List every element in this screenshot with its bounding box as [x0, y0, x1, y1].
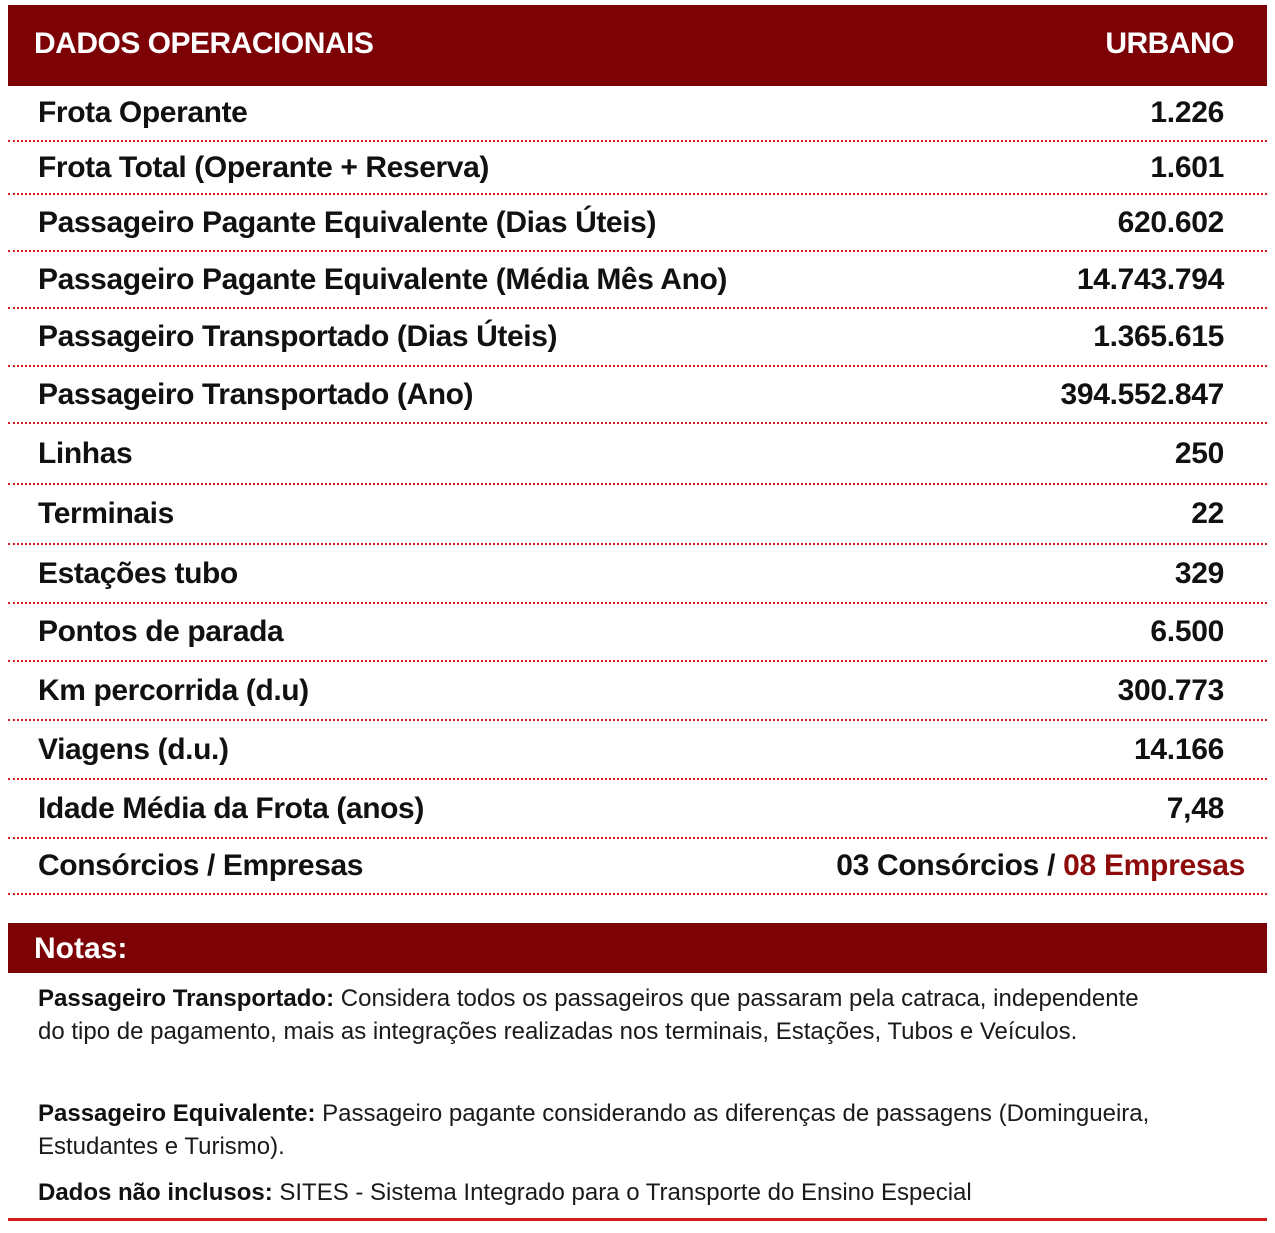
- note-term: Passageiro Transportado:: [38, 985, 335, 1012]
- row-value: 6.500: [1150, 615, 1224, 648]
- note-text: Passageiro pagante considerando as diferenças de passagens (Domingueira, Estudantes e Turismo).: [38, 1100, 1150, 1160]
- table-row: [8, 309, 1267, 367]
- row-label: Linhas: [38, 436, 133, 470]
- row-value: 22: [1191, 497, 1224, 530]
- table-row: [8, 545, 1267, 604]
- consorcios-count: 03 Consórcios /: [836, 849, 1064, 882]
- row-label: Viagens (d.u.): [38, 732, 229, 766]
- row-label: Idade Média da Frota (anos): [38, 791, 424, 825]
- row-label: Frota Operante: [38, 96, 248, 129]
- table-row: [8, 367, 1267, 424]
- table-row: [8, 195, 1267, 252]
- note-text: Considera todos os passageiros que passaram pela catraca, independente do tipo de pagamento, mais as integrações realizadas nos terminais, Estações, Tubos e Veículos.: [38, 985, 1139, 1045]
- table-row: [8, 839, 1267, 895]
- notes-title: Notas:: [34, 932, 128, 965]
- table-title: DADOS OPERACIONAIS: [34, 27, 374, 60]
- table-row: [8, 485, 1267, 545]
- data-table: [8, 86, 1267, 895]
- note-passageiro-equivalente: [38, 1097, 1158, 1163]
- table-row: [8, 780, 1267, 839]
- note-term: Passageiro Equivalente:: [38, 1100, 316, 1127]
- table-row: [8, 252, 1267, 309]
- notes-header: [8, 923, 1267, 973]
- note-text: SITES - Sistema Integrado para o Transporte do Ensino Especial: [272, 1179, 972, 1206]
- row-value: 300.773: [1117, 673, 1224, 707]
- row-value: 1.226: [1150, 96, 1224, 129]
- row-label: Passageiro Pagante Equivalente (Dias Úteis): [38, 205, 657, 239]
- table-row: [8, 721, 1267, 780]
- row-label: Passageiro Pagante Equivalente (Média Mês Ano): [38, 262, 728, 296]
- row-label: Passageiro Transportado (Ano): [38, 377, 474, 411]
- empresas-count: 08 Empresas: [1063, 849, 1245, 882]
- note-term: Dados não inclusos:: [38, 1179, 273, 1206]
- table-row: [8, 604, 1267, 662]
- row-label: Consórcios / Empresas: [38, 849, 364, 882]
- row-value: 329: [1174, 556, 1224, 590]
- row-label: Passageiro Transportado (Dias Úteis): [38, 320, 558, 353]
- table-row: [8, 142, 1267, 195]
- row-label: Km percorrida (d.u): [38, 673, 309, 707]
- bottom-divider: [8, 1218, 1267, 1221]
- row-value: [836, 849, 1245, 883]
- row-label: Terminais: [38, 497, 174, 530]
- table-row: [8, 662, 1267, 721]
- table-row: [8, 424, 1267, 485]
- row-value: 7,48: [1166, 791, 1224, 825]
- column-header-urbano: URBANO: [1105, 27, 1234, 60]
- row-value: 1.601: [1150, 150, 1224, 184]
- row-label: Estações tubo: [38, 556, 238, 590]
- row-value: 394.552.847: [1060, 377, 1224, 411]
- row-label: Frota Total (Operante + Reserva): [38, 150, 489, 184]
- table-row: [8, 86, 1267, 142]
- row-value: 14.743.794: [1076, 262, 1224, 296]
- note-passageiro-transportado: [38, 982, 1158, 1048]
- note-dados-nao-inclusos: [38, 1176, 1158, 1209]
- row-value: 250: [1174, 436, 1224, 470]
- row-value: 620.602: [1117, 205, 1224, 239]
- row-value: 14.166: [1134, 732, 1224, 766]
- row-value: 1.365.615: [1093, 320, 1224, 353]
- table-header: [8, 5, 1267, 86]
- row-label: Pontos de parada: [38, 615, 284, 648]
